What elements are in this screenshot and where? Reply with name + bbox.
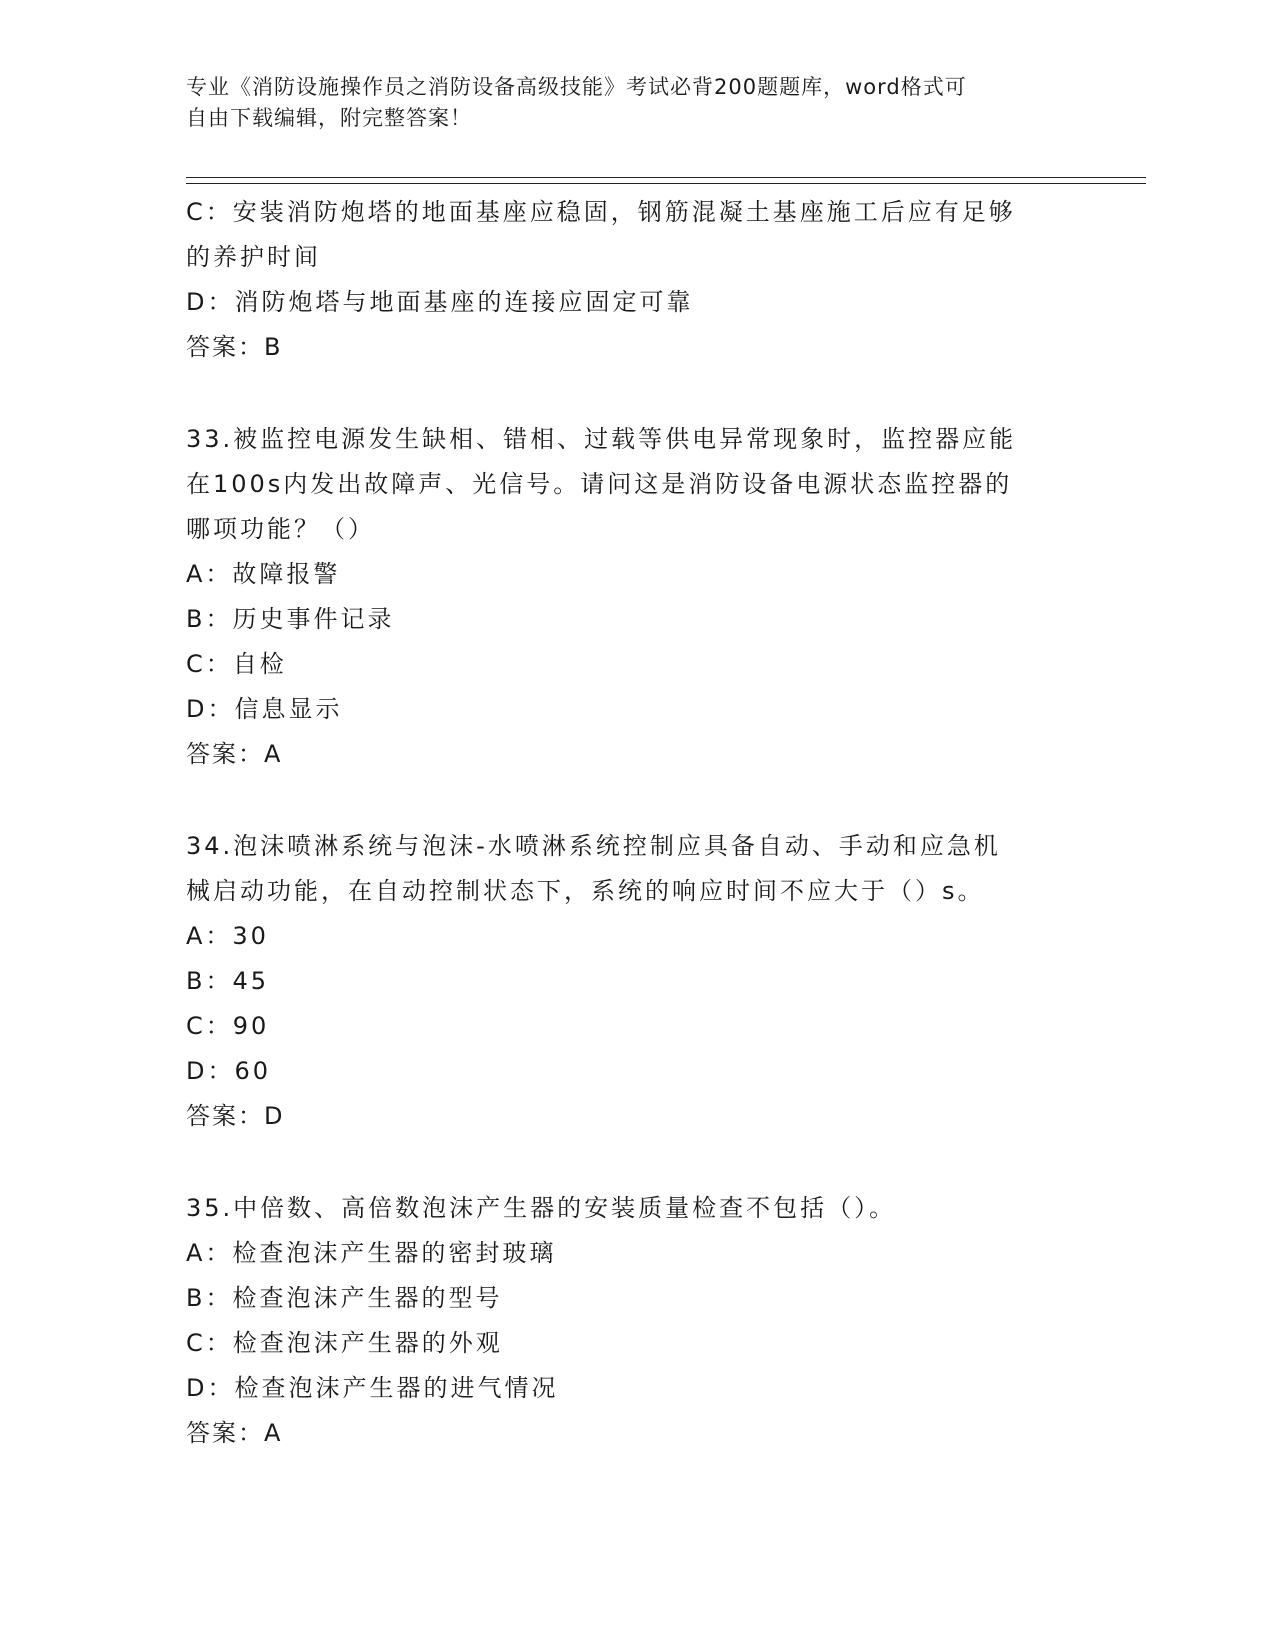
header-divider-top <box>186 177 1146 178</box>
question-block-33 <box>186 417 1086 777</box>
answer-line: 答案：A <box>186 740 283 768</box>
option-c: C：90 <box>186 1012 270 1040</box>
header-title-line-2: 自由下载编辑，附完整答案！ <box>186 106 472 130</box>
question-stem: 33.被监控电源发生缺相、错相、过载等供电异常现象时，监控器应能 <box>186 425 1017 453</box>
option-a: A：故障报警 <box>186 560 341 588</box>
spacer <box>186 777 1086 824</box>
option-d: D：60 <box>186 1057 272 1085</box>
spacer <box>186 1139 1086 1186</box>
question-stem: 35.中倍数、高倍数泡沫产生器的安装质量检查不包括（）。 <box>186 1194 897 1222</box>
answer-line: 答案：D <box>186 1102 285 1130</box>
option-d: D：消防炮塔与地面基座的连接应固定可靠 <box>186 288 694 316</box>
question-list <box>186 190 1086 1456</box>
option-b: B：45 <box>186 967 270 995</box>
question-block-32 <box>186 190 1086 370</box>
option-c: C：自检 <box>186 650 287 678</box>
option-c: C：安装消防炮塔的地面基座应稳固，钢筋混凝土基座施工后应有足够 <box>186 198 1016 226</box>
answer-line: 答案：B <box>186 333 283 361</box>
question-stem-continued: 在100s内发出故障声、光信号。请问这是消防设备电源状态监控器的 <box>186 470 1013 498</box>
option-b: B：检查泡沫产生器的型号 <box>186 1284 503 1312</box>
question-stem-continued: 械启动功能，在自动控制状态下，系统的响应时间不应大于（）s。 <box>186 877 985 905</box>
option-d: D：检查泡沫产生器的进气情况 <box>186 1374 559 1402</box>
header-title-line-1: 专业《消防设施操作员之消防设备高级技能》考试必背200题题库，word格式可 <box>186 75 967 99</box>
option-a: A：30 <box>186 922 269 950</box>
question-stem: 34.泡沫喷淋系统与泡沫-水喷淋系统控制应具备自动、手动和应急机 <box>186 832 1001 860</box>
document-header <box>186 72 1066 134</box>
question-block-34 <box>186 824 1086 1139</box>
option-a: A：检查泡沫产生器的密封玻璃 <box>186 1239 557 1267</box>
option-c-continued: 的养护时间 <box>186 243 321 271</box>
option-c: C：检查泡沫产生器的外观 <box>186 1329 503 1357</box>
answer-line: 答案：A <box>186 1419 283 1447</box>
option-d: D：信息显示 <box>186 695 343 723</box>
question-stem-continued: 哪项功能？（） <box>186 515 375 543</box>
header-divider-bottom <box>186 183 1146 184</box>
spacer <box>186 370 1086 417</box>
question-block-35 <box>186 1186 1086 1456</box>
option-b: B：历史事件记录 <box>186 605 395 633</box>
